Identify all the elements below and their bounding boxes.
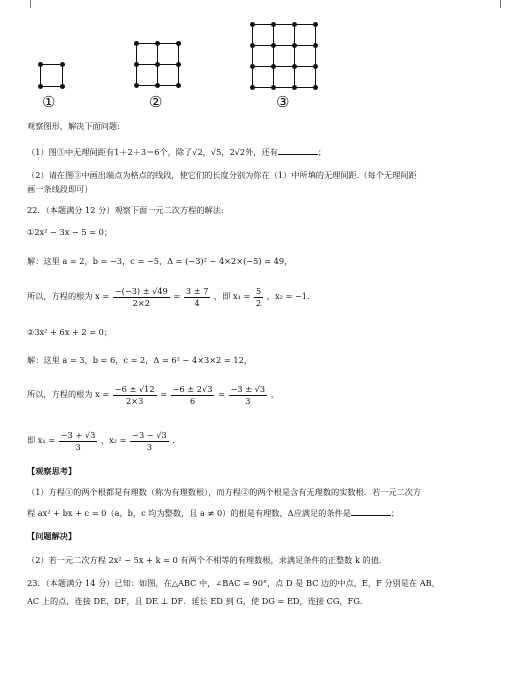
roots-3-middle: ，x₂ = (100, 435, 127, 445)
solution-2: 解：这里 a = 3，b = 6，c = 2，Δ = 6² − 4×3×2 = 12， (27, 355, 253, 365)
roots-1-prefix: 所以，方程的根为 x = (27, 291, 110, 301)
numerator: −6 ± √12 (114, 383, 155, 394)
fraction (59, 430, 98, 453)
numerator: 5 (255, 285, 262, 296)
roots-3-prefix: 即 x₁ = (27, 435, 56, 445)
question-1-end: ； (317, 147, 327, 157)
equation-2: ②3x² + 6x + 2 = 0； (27, 327, 113, 337)
denominator: 3 (75, 441, 81, 452)
fraction (171, 384, 215, 407)
figure-1-label: ① (42, 93, 56, 111)
problem-23-line-1: 23．（本题满分 14 分）已知：如图，在△ABC 中，∠BAC = 90°，点 D 是 BC 边的中点，E，F 分别是在 AB， (27, 578, 440, 588)
denominator: 3 (146, 441, 152, 452)
numerator: 3 ± 7 (185, 285, 209, 296)
think-question-1-line-2 (27, 508, 399, 518)
question-2-line-1: （2）请在图③中画出端点为格点的线段，使它们的长度分别为你在（1）中所填的无理间距.（每个无理间距 (27, 170, 417, 180)
solution-1: 解：这里 a = 2，b = −3，c = −5，Δ = (−3)² − 4×2×(−5) = 49， (27, 256, 293, 266)
denominator: 6 (189, 395, 196, 406)
observe-instruction: 观察图形，解决下面问题: (27, 121, 120, 131)
denominator: 3 (245, 395, 251, 406)
page-corner-mark-left (30, 0, 31, 8)
question-2-line-2: 画一条线段即可） (27, 184, 93, 194)
question-1-text: （1）图③中无理间距有1＋2＋3＝6个，除了√2，√5，2√2外，还有 (27, 147, 278, 157)
problem-23-line-2: AC 上的点，连接 DE，DF，且 DE ⊥ DF．延长 ED 到 G，使 DG = ED，连接 CG，FG． (27, 596, 369, 606)
numerator: −6 ± 2√3 (172, 383, 213, 394)
answer-blank-2[interactable] (351, 515, 391, 516)
think-question-1-end: ； (390, 508, 400, 518)
numerator: −(−3) ± √49 (114, 285, 168, 296)
think-question-1-text: 程 ax² + bx + c = 0（a，b，c 均为整数，且 a ≠ 0）的根是有理数，Δ应满足的条件是 (27, 508, 351, 518)
equals-sign: = (218, 389, 225, 399)
question-1 (27, 147, 326, 157)
numerator: −3 + √3 (60, 429, 96, 440)
section-observe-think: 【观察思考】 (27, 466, 77, 476)
think-question-1-line-1: （1）方程①的两个根都是有理数（称为有理数根），而方程②的两个根是含有无理数的实数根．若一元二次方 (27, 487, 422, 497)
answer-blank-1[interactable] (278, 154, 318, 155)
fraction (254, 286, 263, 309)
figure-3-label: ③ (276, 93, 290, 111)
roots-2-end: ， (270, 389, 279, 399)
fraction (130, 430, 169, 453)
solve-question-2: （2）若一元二次方程 2x² − 5x + k = 0 有两个不相等的有理数根，求满足条件的正整数 k 的值． (27, 555, 388, 565)
fraction (113, 286, 170, 309)
numerator: −3 − √3 (132, 429, 167, 440)
denominator: 4 (194, 297, 200, 308)
denominator: 2 (255, 297, 262, 308)
roots-1-middle: ，即 x₁ = (214, 291, 251, 301)
roots-1 (27, 284, 315, 309)
roots-1-end: ，x₂ = −1． (266, 291, 316, 301)
fraction (184, 286, 210, 309)
denominator: 2×3 (126, 395, 144, 406)
denominator: 2×2 (132, 297, 150, 308)
roots-3-end: ． (172, 435, 181, 445)
fraction (113, 384, 157, 407)
page-corner-mark-right (500, 0, 501, 8)
problem-22-title: 22．（本题满分 12 分）观察下面一元二次方程的解法: (27, 205, 224, 215)
roots-2-prefix: 所以，方程的根为 x = (27, 389, 110, 399)
equals-sign: = (160, 389, 168, 399)
figure-2-label: ② (149, 93, 163, 111)
roots-3 (27, 428, 180, 453)
section-problem-solving: 【问题解决】 (27, 531, 77, 541)
roots-2 (27, 382, 279, 407)
equals-sign: = (173, 291, 181, 301)
fraction (229, 384, 268, 407)
equation-1: ①2x² − 3x − 5 = 0； (27, 227, 113, 237)
numerator: −3 ± √3 (230, 383, 266, 394)
